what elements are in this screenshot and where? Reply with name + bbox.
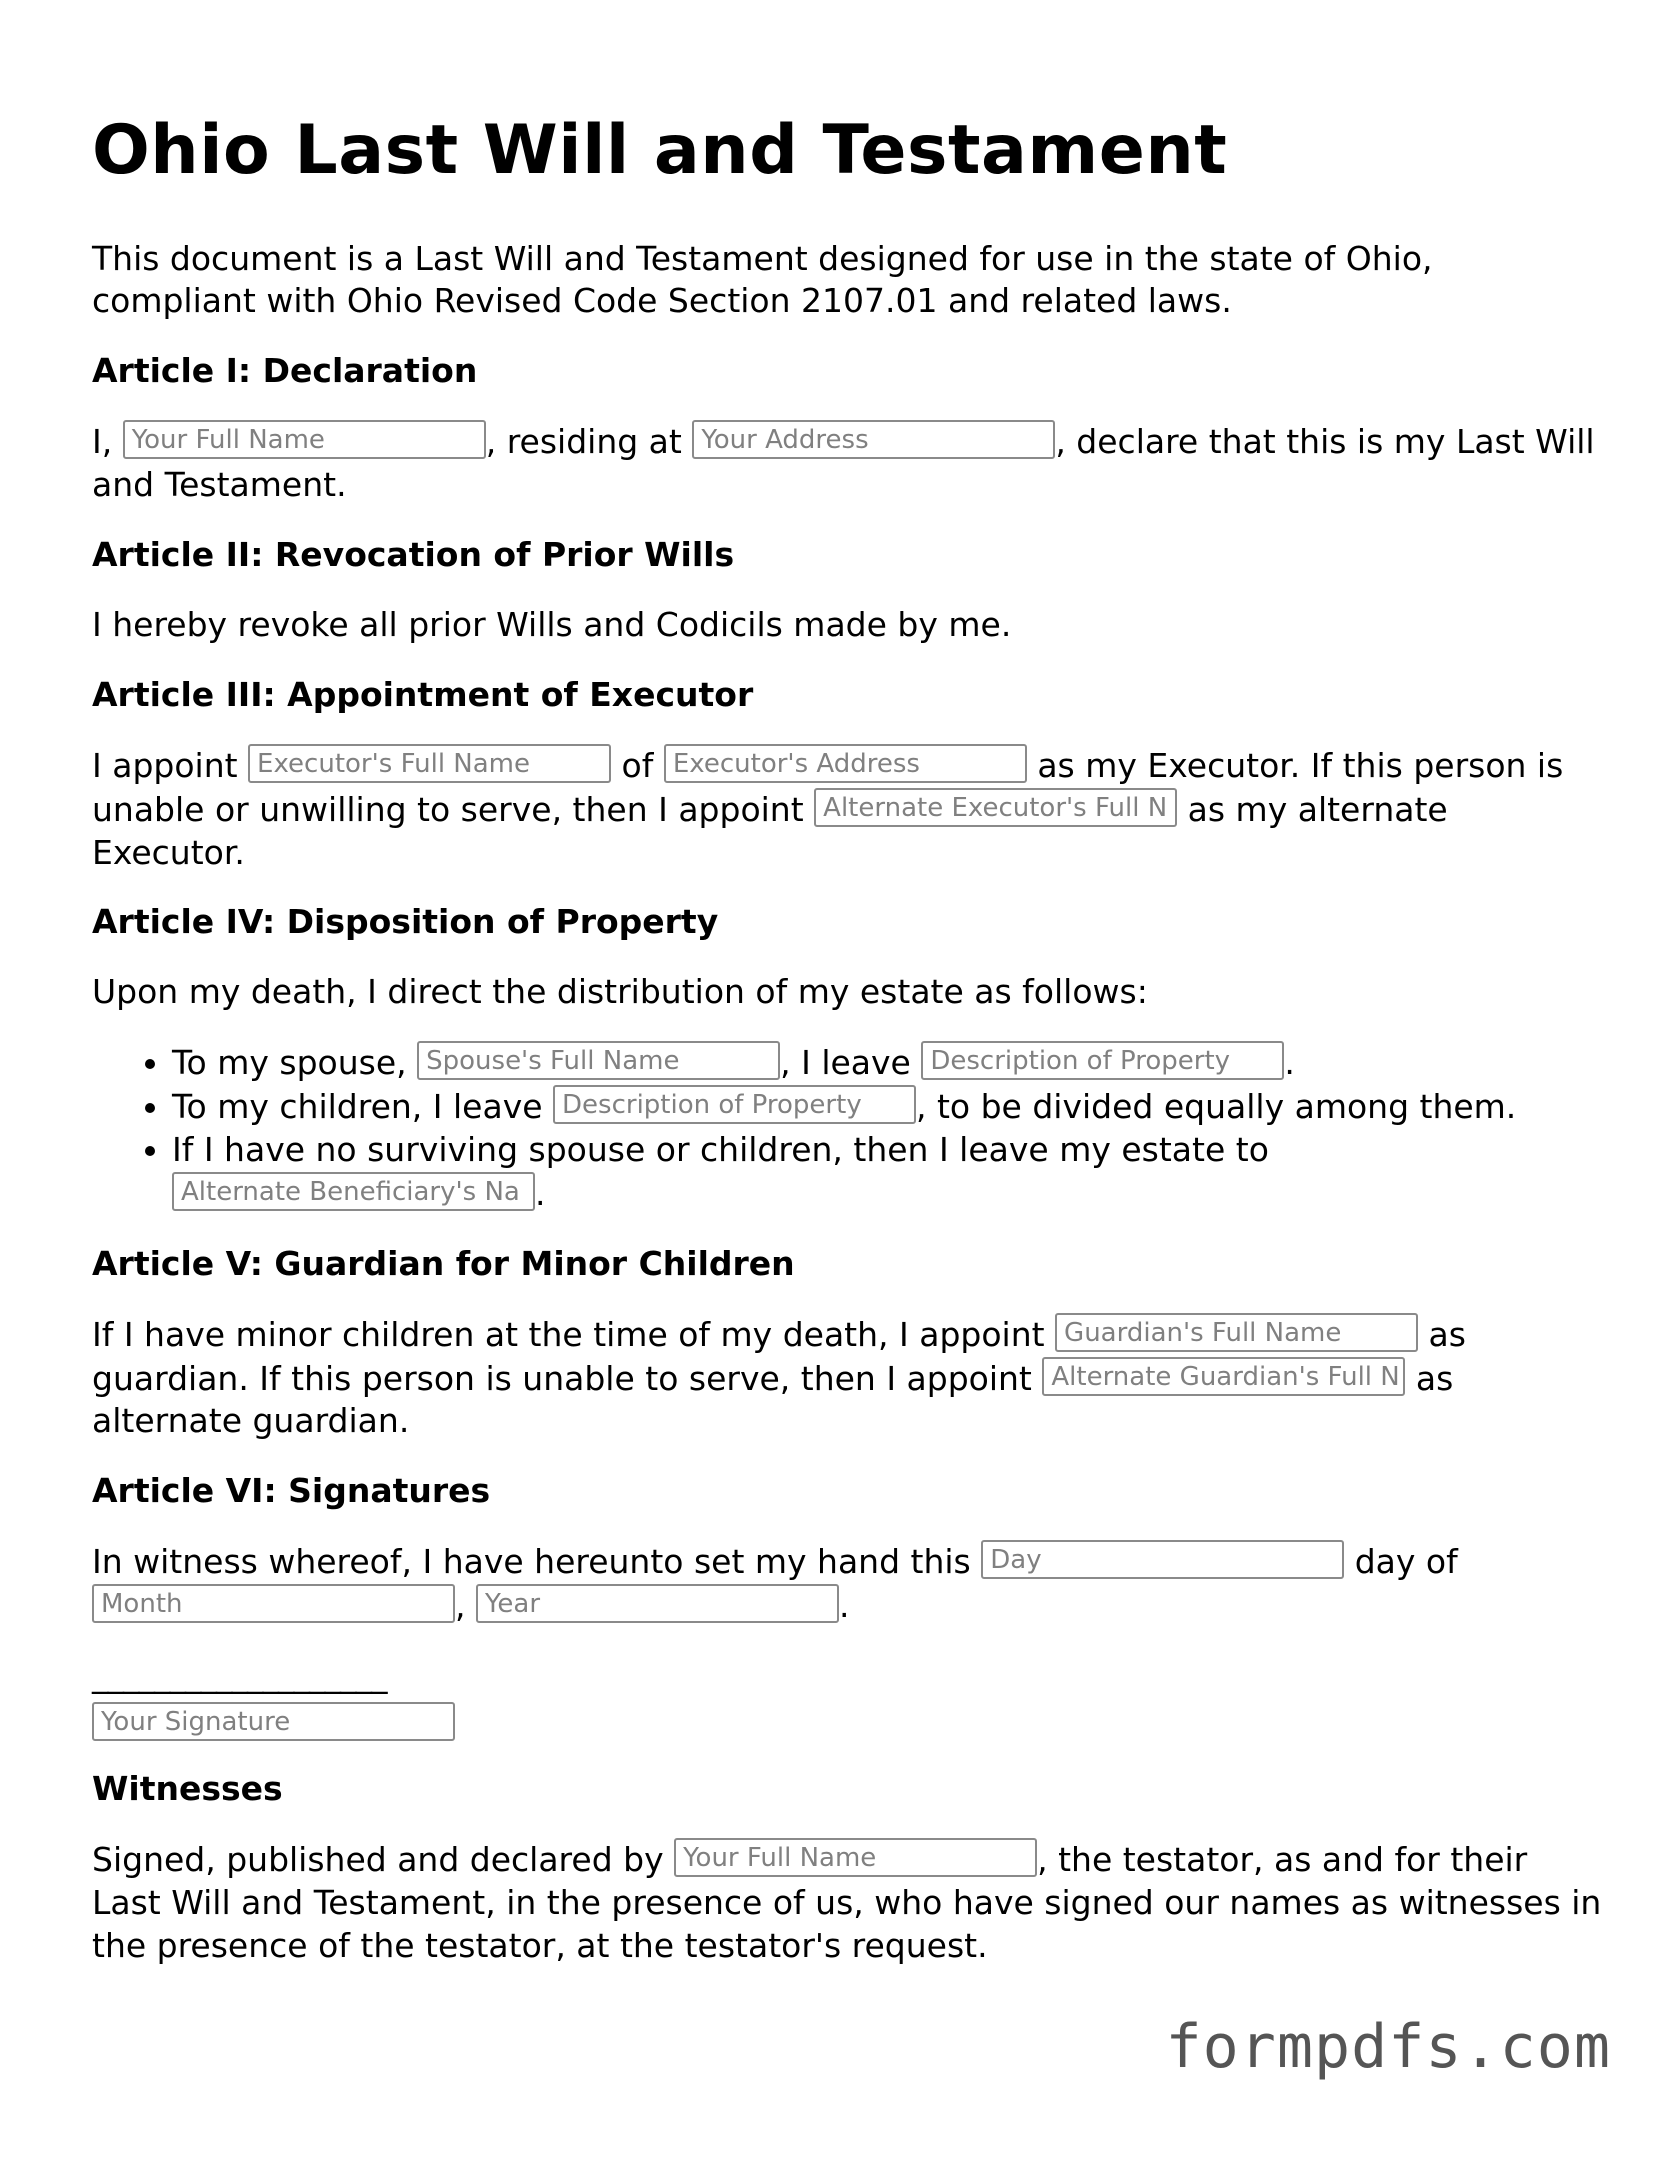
text-segment: I appoint [92, 745, 249, 785]
article-5-text [92, 1313, 1602, 1444]
guardian-name-field[interactable]: Guardian's Full Name [1055, 1313, 1418, 1352]
alternate-executor-field[interactable]: Alternate Executor's Full N [814, 788, 1177, 827]
article-1-heading: Article I: Declaration [92, 351, 478, 391]
alternate-guardian-field[interactable]: Alternate Guardian's Full N [1042, 1357, 1405, 1396]
signature-field[interactable]: Your Signature [92, 1702, 455, 1741]
year-field[interactable]: Year [476, 1584, 839, 1623]
executor-address-field[interactable]: Executor's Address [664, 744, 1027, 783]
article-2-heading: Article II: Revocation of Prior Wills [92, 535, 735, 575]
testator-address-field[interactable]: Your Address [692, 420, 1055, 459]
document-page [92, 110, 1602, 1995]
article-4-text: Upon my death, I direct the distribution of my estate as follows: [92, 972, 1148, 1012]
article-1-text [92, 420, 1602, 507]
text-segment: . [1284, 1043, 1295, 1083]
text-segment: as my alternate Executor. [92, 789, 1448, 872]
article-5-heading: Article V: Guardian for Minor Children [92, 1243, 795, 1283]
article-3-heading: Article III: Appointment of Executor [92, 674, 754, 714]
text-segment: , [455, 1586, 476, 1626]
watermark: formpdfs.com [1165, 2012, 1611, 2082]
article-6-text [92, 1540, 1602, 1628]
text-segment: as my Executor. If this person is unable or unwilling to serve, then I appoint [92, 745, 1564, 829]
document-title: Ohio Last Will and Testament [92, 111, 1228, 190]
text-segment: In witness whereof, I have hereunto set my hand this [92, 1542, 982, 1582]
text-segment: as alternate guardian. [92, 1358, 1454, 1441]
day-field[interactable]: Day [981, 1540, 1344, 1579]
text-segment: To my children, I leave [172, 1087, 554, 1127]
text-segment: , to be divided equally among them. [916, 1087, 1517, 1127]
text-segment: To my spouse, [172, 1043, 418, 1083]
text-segment: If I have no surviving spouse or children, then I leave my estate to [172, 1129, 1269, 1169]
property-list [92, 1041, 1602, 1216]
text-segment: , residing at [485, 422, 693, 462]
text-segment: , declare that this is my Last Will and Testament. [92, 422, 1595, 505]
witnesses-text [92, 1838, 1602, 1968]
text-segment: , the testator, as and for their Last Will and Testament, in the presence of us, who have signed our names as witnesses in the presence of the testator, at the testator's request. [92, 1839, 1602, 1965]
spouse-property-field[interactable]: Description of Property [921, 1041, 1284, 1080]
children-property-field[interactable]: Description of Property [553, 1085, 916, 1124]
alternate-beneficiary-field[interactable]: Alternate Beneficiary's Na [172, 1172, 535, 1211]
text-segment: I, [92, 422, 123, 462]
text-segment: as guardian. If this person is unable to serve, then I appoint [92, 1314, 1466, 1398]
article-3-text [92, 744, 1602, 875]
text-segment: Signed, published and declared by [92, 1839, 675, 1879]
intro-paragraph: This document is a Last Will and Testament designed for use in the state of Ohio, compliant with Ohio Revised Code Section 2107.01 and related laws. [92, 238, 1433, 321]
text-segment: of [611, 745, 664, 785]
text-segment: . [838, 1586, 850, 1626]
text-segment: , I leave [780, 1043, 922, 1083]
list-item [172, 1041, 1602, 1085]
article-2-text: I hereby revoke all prior Wills and Codicils made by me. [92, 604, 1012, 644]
text-segment: day of [1344, 1542, 1458, 1582]
article-4-heading: Article IV: Disposition of Property [92, 902, 719, 942]
testator-name-field[interactable]: Your Full Name [123, 420, 486, 459]
text-segment: . [535, 1173, 546, 1213]
signature-line: ___________________ [92, 1654, 387, 1694]
article-6-heading: Article VI: Signatures [92, 1471, 491, 1511]
list-item [172, 1085, 1602, 1129]
month-field[interactable]: Month [92, 1584, 455, 1623]
spouse-name-field[interactable]: Spouse's Full Name [417, 1041, 780, 1080]
list-item [172, 1129, 1602, 1216]
executor-name-field[interactable]: Executor's Full Name [248, 744, 611, 783]
text-segment: If I have minor children at the time of my death, I appoint [92, 1314, 1056, 1354]
signature-block [92, 1655, 1602, 1741]
witnesses-heading: Witnesses [92, 1768, 283, 1808]
witness-testator-name-field[interactable]: Your Full Name [674, 1838, 1037, 1877]
